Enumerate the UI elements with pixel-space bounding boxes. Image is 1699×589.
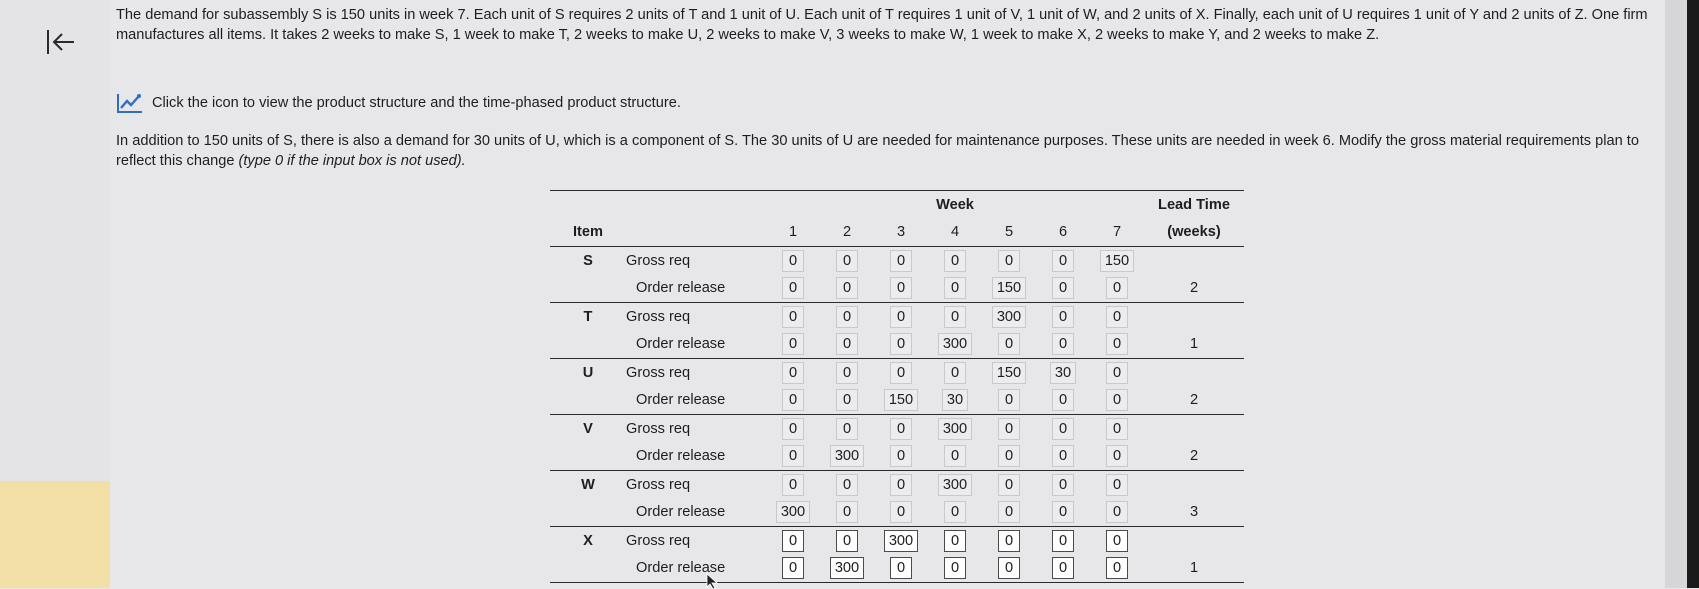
quantity-input[interactable]: 0 [998,530,1020,552]
instructions-text: In addition to 150 units of S, there is also a demand for 30 units of U, which is a component of S. The 30 units of U are needed for maintenance purposes. These units are needed in week 6. Modify the gross material requirements plan to reflect this change [116,133,1639,170]
order-release-row [550,499,1244,527]
week-cell [982,247,1036,275]
week-cell [982,387,1036,415]
week-number: 4 [928,219,982,247]
week-cell [820,527,874,555]
week-cell [1090,331,1144,359]
quantity-input[interactable]: 150 [1100,250,1134,272]
item-name: S [583,252,593,269]
lead-time-value: 3 [1144,499,1244,527]
week-cell [928,331,982,359]
quantity-input[interactable]: 0 [998,501,1020,523]
week-cell [928,415,982,443]
blank-header [626,191,766,219]
quantity-input[interactable]: 0 [1052,445,1074,467]
week-cell [1036,387,1090,415]
quantity-input[interactable]: 0 [1052,501,1074,523]
item-name: W [581,476,595,493]
quantity-input[interactable]: 0 [782,250,804,272]
mrp-table [550,190,1244,583]
week-cell [766,555,820,583]
week-cell [928,471,982,499]
item-name [550,499,626,527]
quantity-input[interactable]: 300 [938,474,972,496]
week-cell [874,247,928,275]
quantity-input[interactable]: 0 [1106,333,1128,355]
week-cell [928,555,982,583]
quantity-input[interactable]: 0 [1052,389,1074,411]
gross-req-label: Gross req [626,476,691,493]
quantity-input[interactable]: 30 [1050,362,1076,384]
quantity-input[interactable]: 0 [1106,501,1128,523]
quantity-input[interactable]: 0 [1106,306,1128,328]
week-cell [982,527,1036,555]
lead-time-value: 2 [1144,275,1244,303]
lead-time-value [1144,527,1244,555]
week-number: 7 [1090,219,1144,247]
problem-statement: The demand for subassembly S is 150 units in week 7. Each unit of S requires 2 units of T and 1 unit of U. Each unit of T requires 1 unit of V, 1 unit of W, and 2 units of X. Finally, each unit of U requires 1 unit of Y and 2 units of Z. One firm manufactures all items. It takes 2 weeks to make S, 1 week to make T, 2 weeks to make U, 2 weeks to make V, 3 weeks to make W, 1 week to make X, 2 weeks to make Y, and 2 weeks to make Z. [116,7,1648,44]
quantity-input[interactable]: 300 [938,418,972,440]
week-cell [874,443,928,471]
quantity-input[interactable]: 300 [884,530,918,552]
quantity-input[interactable]: 300 [776,501,810,523]
quantity-input[interactable]: 0 [890,501,912,523]
week-cell [820,387,874,415]
item-header: Item [550,219,626,247]
week-cell [874,303,928,331]
quantity-input[interactable]: 0 [890,418,912,440]
week-number: 3 [874,219,928,247]
order-release-row [550,387,1244,415]
week-cell [766,275,820,303]
item-name [550,331,626,359]
order-release-row [550,331,1244,359]
quantity-input[interactable]: 0 [782,389,804,411]
blank-header [550,191,626,219]
quantity-input[interactable]: 0 [998,474,1020,496]
week-cell [982,303,1036,331]
quantity-input[interactable]: 0 [998,557,1020,579]
gross-req-row [550,247,1244,275]
item-name: U [582,364,594,381]
week-cell [766,527,820,555]
quantity-input[interactable]: 0 [782,445,804,467]
week-cell [1036,555,1090,583]
week-cell [874,555,928,583]
week-cell [1090,471,1144,499]
week-cell [874,331,928,359]
week-cell [820,443,874,471]
week-cell [982,275,1036,303]
week-cell [1090,499,1144,527]
week-cell [820,499,874,527]
week-cell [874,359,928,387]
gross-req-row [550,359,1244,387]
quantity-input[interactable]: 0 [782,277,804,299]
item-name [550,443,626,471]
quantity-input[interactable]: 0 [836,389,858,411]
week-cell [1036,275,1090,303]
week-cell [766,415,820,443]
quantity-input[interactable]: 0 [944,277,966,299]
quantity-input[interactable]: 300 [830,445,864,467]
week-number: 5 [982,219,1036,247]
week-cell [1036,359,1090,387]
week-cell [1090,527,1144,555]
lead-time-value [1144,359,1244,387]
gross-req-label: Gross req [626,420,691,437]
week-cell [1036,499,1090,527]
week-cell [1036,415,1090,443]
blank-header [626,219,766,247]
week-cell [928,443,982,471]
week-number: 1 [766,219,820,247]
quantity-input[interactable]: 0 [944,501,966,523]
quantity-input[interactable]: 0 [782,530,804,552]
quantity-input[interactable]: 0 [1052,277,1074,299]
quantity-input[interactable]: 0 [998,445,1020,467]
week-cell [928,247,982,275]
lead-time-value [1144,471,1244,499]
week-cell [982,555,1036,583]
week-cell [928,275,982,303]
item-name [550,275,626,303]
quantity-input[interactable]: 0 [1106,474,1128,496]
lead-time-value [1144,247,1244,275]
quantity-input[interactable]: 0 [836,530,858,552]
quantity-input[interactable]: 0 [944,557,966,579]
quantity-input[interactable]: 0 [1106,389,1128,411]
week-cell [928,499,982,527]
quantity-input[interactable]: 0 [836,418,858,440]
week-cell [766,247,820,275]
week-cell [928,527,982,555]
week-cell [766,359,820,387]
week-cell [820,555,874,583]
week-cell [1090,387,1144,415]
week-cell [820,471,874,499]
quantity-input[interactable]: 150 [992,362,1026,384]
order-release-label: Order release [626,443,766,471]
week-cell [1090,303,1144,331]
weeks-unit-header: (weeks) [1144,219,1244,247]
quantity-input[interactable]: 0 [998,389,1020,411]
week-cell [766,387,820,415]
order-release-label: Order release [626,331,766,359]
quantity-input[interactable]: 0 [890,557,912,579]
quantity-input[interactable]: 0 [1052,306,1074,328]
quantity-input[interactable]: 0 [890,250,912,272]
week-cell [820,359,874,387]
header-row-week [550,191,1244,219]
quantity-input[interactable]: 0 [782,474,804,496]
week-cell [820,415,874,443]
quantity-input[interactable]: 0 [890,277,912,299]
week-cell [820,303,874,331]
quantity-input[interactable]: 0 [1052,333,1074,355]
gross-req-label: Gross req [626,532,691,549]
week-number: 2 [820,219,874,247]
quantity-input[interactable]: 0 [998,333,1020,355]
item-name: V [583,420,593,437]
quantity-input[interactable]: 0 [836,333,858,355]
order-release-label: Order release [626,387,766,415]
quantity-input[interactable]: 0 [890,474,912,496]
week-cell [1090,275,1144,303]
quantity-input[interactable]: 0 [1052,418,1074,440]
quantity-input[interactable]: 0 [1106,530,1128,552]
quantity-input[interactable]: 0 [998,250,1020,272]
order-release-label: Order release [626,499,766,527]
week-cell [928,359,982,387]
quantity-input[interactable]: 0 [1106,557,1128,579]
quantity-input[interactable]: 0 [836,474,858,496]
header-row-numbers [550,219,1244,247]
quantity-input[interactable]: 0 [836,277,858,299]
week-cell [1090,247,1144,275]
mouse-cursor-icon [706,573,720,589]
gross-req-row [550,303,1244,331]
week-cell [766,331,820,359]
week-cell [1036,247,1090,275]
item-name: X [583,532,593,549]
week-cell [766,443,820,471]
lead-time-value: 1 [1144,555,1244,583]
week-cell [982,443,1036,471]
quantity-input[interactable]: 0 [836,362,858,384]
week-cell [928,303,982,331]
quantity-input[interactable]: 0 [1052,530,1074,552]
lead-time-value: 1 [1144,331,1244,359]
lead-time-header: Lead Time [1144,191,1244,219]
week-cell [982,331,1036,359]
quantity-input[interactable]: 0 [998,418,1020,440]
quantity-input[interactable]: 0 [890,445,912,467]
lead-time-value: 2 [1144,387,1244,415]
quantity-input[interactable]: 0 [836,306,858,328]
week-cell [982,415,1036,443]
gross-req-row [550,415,1244,443]
quantity-input[interactable]: 0 [1106,418,1128,440]
week-cell [766,471,820,499]
week-cell [928,387,982,415]
quantity-input[interactable]: 0 [1106,277,1128,299]
gross-req-label: Gross req [626,252,691,269]
order-release-row [550,555,1244,583]
week-cell [1036,443,1090,471]
week-cell [982,359,1036,387]
gross-req-label: Gross req [626,364,691,381]
gross-req-label: Gross req [626,308,691,325]
window-edge [1687,0,1699,588]
lead-time-value [1144,303,1244,331]
week-cell [874,387,928,415]
quantity-input[interactable]: 300 [938,333,972,355]
quantity-input[interactable]: 0 [944,362,966,384]
chart-link-label: Click the icon to view the product structure and the time-phased product structure. [152,95,681,111]
order-release-label: Order release [626,555,766,583]
week-cell [874,499,928,527]
product-structure-link[interactable] [116,92,681,114]
week-cell [820,247,874,275]
quantity-input[interactable]: 0 [944,250,966,272]
week-cell [1036,331,1090,359]
week-cell [1090,555,1144,583]
week-header: Week [766,191,1144,219]
quantity-input[interactable]: 0 [782,418,804,440]
quantity-input[interactable]: 0 [1106,445,1128,467]
quantity-input[interactable]: 0 [890,306,912,328]
quantity-input[interactable]: 0 [1052,557,1074,579]
item-name [550,555,626,583]
quantity-input[interactable]: 0 [782,557,804,579]
week-cell [874,415,928,443]
item-name [550,387,626,415]
quantity-input[interactable]: 0 [1052,250,1074,272]
order-release-row [550,275,1244,303]
highlight-strip [0,481,110,588]
week-cell [982,471,1036,499]
week-cell [1090,359,1144,387]
quantity-input[interactable]: 300 [992,306,1026,328]
week-cell [982,499,1036,527]
order-release-label: Order release [626,275,766,303]
week-cell [766,303,820,331]
quantity-input[interactable]: 0 [944,530,966,552]
back-arrow-icon[interactable] [44,26,76,58]
week-cell [1090,443,1144,471]
modification-instructions [116,131,1656,171]
lead-time-value: 2 [1144,443,1244,471]
quantity-input[interactable]: 30 [942,389,968,411]
instructions-note: (type 0 if the input box is not used). [238,153,466,170]
quantity-input[interactable]: 0 [782,333,804,355]
gross-req-row [550,471,1244,499]
quantity-input[interactable]: 0 [836,501,858,523]
week-cell [1036,527,1090,555]
lead-time-value [1144,415,1244,443]
week-cell [820,275,874,303]
week-number: 6 [1036,219,1090,247]
week-cell [1036,303,1090,331]
week-cell [1090,415,1144,443]
item-name: T [583,308,593,325]
order-release-row [550,443,1244,471]
quantity-input[interactable]: 0 [836,250,858,272]
quantity-input[interactable]: 0 [782,362,804,384]
quantity-input[interactable]: 0 [1106,362,1128,384]
week-cell [874,527,928,555]
week-cell [874,471,928,499]
chart-icon[interactable] [116,92,144,114]
quantity-input[interactable]: 150 [992,277,1026,299]
quantity-input[interactable]: 0 [944,306,966,328]
quantity-input[interactable]: 300 [830,557,864,579]
week-cell [1036,471,1090,499]
week-cell [874,275,928,303]
gross-req-row [550,527,1244,555]
week-cell [820,331,874,359]
quantity-input[interactable]: 0 [1052,474,1074,496]
quantity-input[interactable]: 0 [944,445,966,467]
quantity-input[interactable]: 0 [782,306,804,328]
quantity-input[interactable]: 0 [890,362,912,384]
quantity-input[interactable]: 0 [890,333,912,355]
quantity-input[interactable]: 150 [884,389,918,411]
week-cell [766,499,820,527]
